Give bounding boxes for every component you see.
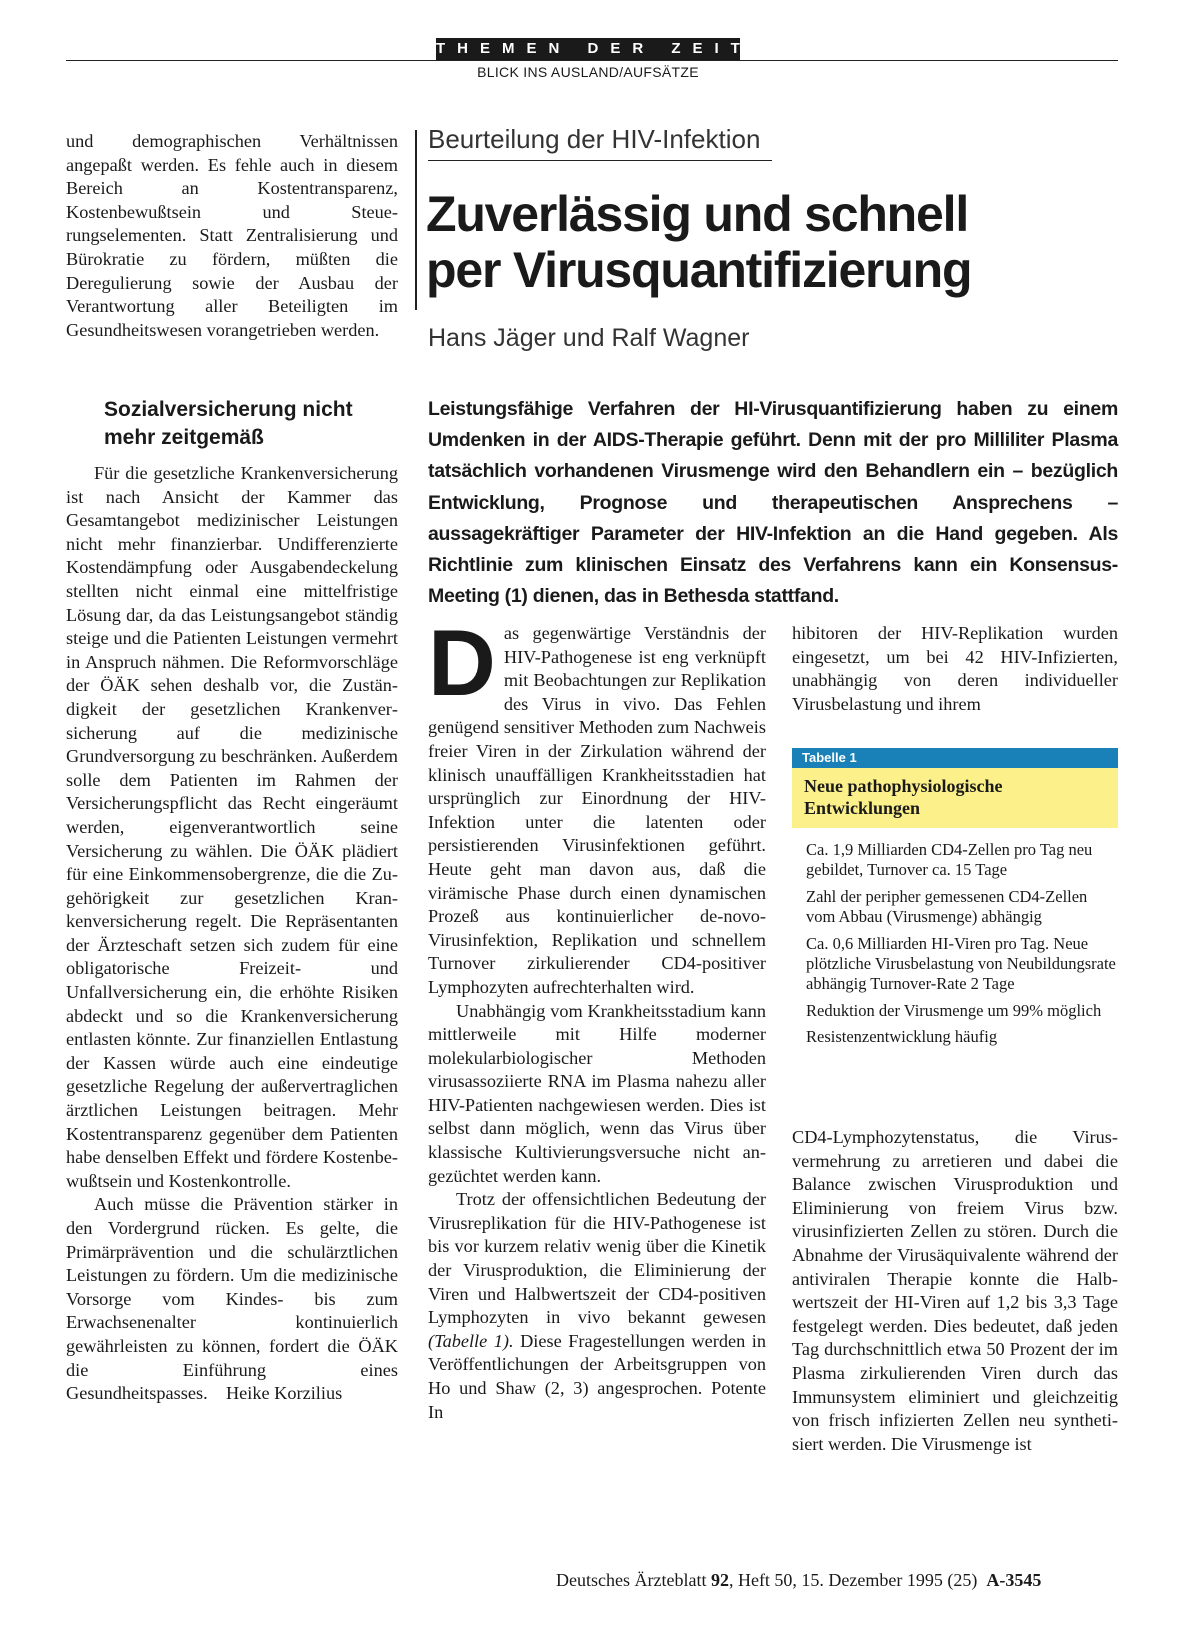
footer-page-number: A-3545 [986,1570,1042,1590]
table-row: Reduktion der Virusmenge um 99% möglich [806,1000,1102,1020]
right-text-top: hibitoren der HIV-Replikation wurden eingesetzt, um bei 42 HIV-Infizierten, unabhängig von deren individueller Virusbelastung und ihrem [792,623,1118,714]
article-title [426,186,1126,298]
right-text-bottom: CD4-Lymphozytenstatus, die Virusvermehrung zu arretieren und dabei die Balance zwischen Virusproduktion und Eliminierung von freiem Virus bzw. virusinfizierten Zellen zu stören. Durch die Abnahme der Virusäquivalente während der antiviralen Therapie konnte die Halbwertszeit der HI-Viren auf 1,2 bis 3,3 Tage festgelegt werden. Dies bedeutet, daß jeden Tag durchschnittlich etwa 50 Prozent der im Plasma zirkulierenden Viren durch das Immunsystem eliminiert und gleichzeitig von frisch infizierten Zellen neu synthetisiert werden. Die Virusmenge ist [792,1127,1118,1454]
article-kicker: Beurteilung der HIV-Infektion [428,124,761,154]
title-line-1: Zuverlässig und schnell [426,186,969,242]
table-row: Ca. 1,9 Milliarden CD4-Zellen pro Tag neu gebildet, Turnover ca. 15 Tage [806,840,1093,880]
table-row: Ca. 0,6 Milliarden HI-Viren pro Tag. Neue plötzliche Virusbelastung von Neubildungsrate abhängig Turnover-Rate 2 Tage [806,933,1116,994]
table-1 [792,748,1118,1054]
middle-paragraph-3-start: Trotz der offensichtlichen Bedeutung der Virusreplikation für die HIV-Pathogenese ist bis vor kurzem relativ wenig über die Kinetik der Virusproduktion, die Eliminierung der Viren und Halbwertszeit der CD4-positiven Lymphozyten in vivo bekannt gewesen [428,1189,766,1328]
article-authors: Hans Jäger und Ralf Wagner [428,324,750,352]
left-subheading: Sozialversicherung nicht mehr zeitgemäß [104,398,353,449]
left-paragraph-1: Für die gesetzliche Krankenversicherung ist nach Ansicht der Kammer das Gesamtangebot medizinischer Leistungen nicht mehr finanzierbar. Undifferenzierte Kostendämpfung oder Ausgabendeckelung stellten nicht einmal eine mittelfristige Lösung dar, da das Leistungsangebot ständig steige und die Patienten Leistungen vermehrt in Anspruch nähmen. Die Reformvorschläge der ÖÄK sehen deshalb vor, die Zuständigkeit der gesetzlichen Krankenversicherung auf die medizinische Grundversorgung zu beschränken. Außerdem solle dem Patienten im Rahmen der Versicherungspflicht das Recht eingeräumt werden, eigenverantwortlich seine Versicherung zu wählen. Die ÖÄK plädiert für eine Einkommensobergrenze, die die Zugehörigkeit zur gesetzlichen Krankenversicherung regelt. Die Repräsentanten der Ärzteschaft setzen sich zudem für eine obligatorische Freizeit- und Unfallversicherung ein, die erhöhte Risiken abdeckt und so die Krankenversicherung entlasten könnte. Zur finanziellen Entlastung der Kassen würde auch eine eindeutige gesetzliche Regelung der außervertraglichen ärztlichen Leistungen beitragen. Mehr Kostentransparenz gegenüber dem Patienten habe denselben Effekt und fördere Kostenbewußtsein und Kostenkontrolle. [66,463,398,1191]
footer-journal: Deutsches Ärzteblatt [556,1570,707,1590]
article-lede: Leistungsfähige Verfahren der HI-Virusquantifizierung haben zu einem Umdenken in der AIDS-Therapie geführt. Denn mit der pro Milliliter Plasma tatsächlich vorhandenen Virusmenge wird den Behandlern ein – bezüglich Entwicklung, Prognose und therapeutischen Ansprechens – aussagekräftiger Parameter der HIV-Infektion an die Hand gegeben. Als Richtlinie zum klinischen Einsatz des Verfahrens kann ein Konsensus-Meeting (1) dienen, das in Bethesda stattfand. [428,398,1118,608]
kicker-rule [428,160,772,161]
left-paragraph-2-text: Auch müsse die Prävention stärker in den Vordergrund rücken. Es gelte, die Primärprävention und die schulärztlichen Leistungen zu fördern. Um die medizinische Vorsorge vom Kindes- bis zum Erwachsenenalter kontinuierlich gewährleisten zu können, fordert die ÖÄK die Einführung eines Gesundheitspasses. [66,1194,398,1404]
table-tag: Tabelle 1 [792,748,1118,768]
middle-column [428,610,766,1424]
table-reference: (Tabelle 1). [428,1330,514,1351]
section-tag: THEMEN DER ZEIT [436,38,740,60]
page-footer [556,1570,1041,1591]
column-divider [415,130,417,310]
footer-issue-date: , Heft 50, 15. Dezember 1995 (25) [728,1570,978,1590]
middle-paragraph-1-text: as gegenwärtige Verständnis der HIV-Pathogenese ist eng verknüpft mit Beobachtungen zur Replikation des Virus in vivo. Das Fehlen genügend sensitiver Methoden zum Nachweis freier Viren in der Zirkulation während der klinisch unauffälligen Krankheitsstadien hat ursprünglich zur Einordnung der HIV-Infektion unter die latenten oder persistierenden Virusinfektionen geführt. Heute geht man davon aus, daß die virämische Phase durch einen dynamischen Prozeß aus kontinuierlicher de-novo-Virusinfektion, Replikation und schnellem Turnover zirkulierender CD4-positiver Lymphozyten aufrechterhalten wird. [428,623,766,997]
middle-paragraph-1 [428,610,766,1000]
left-paragraph-2 [66,1193,398,1405]
right-column-top [792,622,1118,716]
middle-paragraph-3-end: Diese Fragestellungen werden in Veröffentlichungen der Arbeitsgruppen von Ho und Shaw (2, 3) angesprochen. Potente In [428,1330,766,1422]
middle-paragraph-2: Unabhängig vom Krankheitsstadium kann mittlerweile mit Hilfe moderner molekularbiologischer Methoden virusassoziierte RNA im Plasma nahezu aller HIV-Patienten nachgewiesen werden. Dies ist selbst dann möglich, wenn das Virus über klassische Kultivierungsversuche nicht angezüchtet werden kann. [428,1000,766,1186]
middle-paragraph-3 [428,1188,766,1424]
table-title: Neue pathophysiologische Entwicklungen [792,768,1118,828]
table-row: Zahl der peripher gemessenen CD4-Zellen vom Abbau (Virusmenge) abhängig [806,886,1088,927]
author-signature: Heike Korzilius [225,1383,343,1404]
left-intro-paragraph: und demographischen Verhältnissen angepaßt werden. Es fehle auch in diesem Bereich an Kostentransparenz, Kostenbewußtsein und Steuerungselementen. Statt Zentralisierung und Bürokratie zu fördern, müßten die Deregulierung sowie der Ausbau der Verantwortung aller Beteiligten im Gesundheitswesen vorangetrieben werden. [66,131,398,340]
table-list [792,828,1118,1048]
footer-volume: 92 [710,1570,729,1590]
dropcap: D [428,610,496,715]
table-row: Resistenzentwicklung häufig [806,1027,998,1047]
header-rule [66,60,1118,61]
right-column-bottom [792,1126,1118,1456]
left-column-intro [66,130,398,342]
title-line-2: per Virusquantifizierung [426,242,972,298]
subsection-tag: BLICK INS AUSLAND/AUFSÄTZE [477,64,699,80]
left-column-body [66,462,398,1406]
